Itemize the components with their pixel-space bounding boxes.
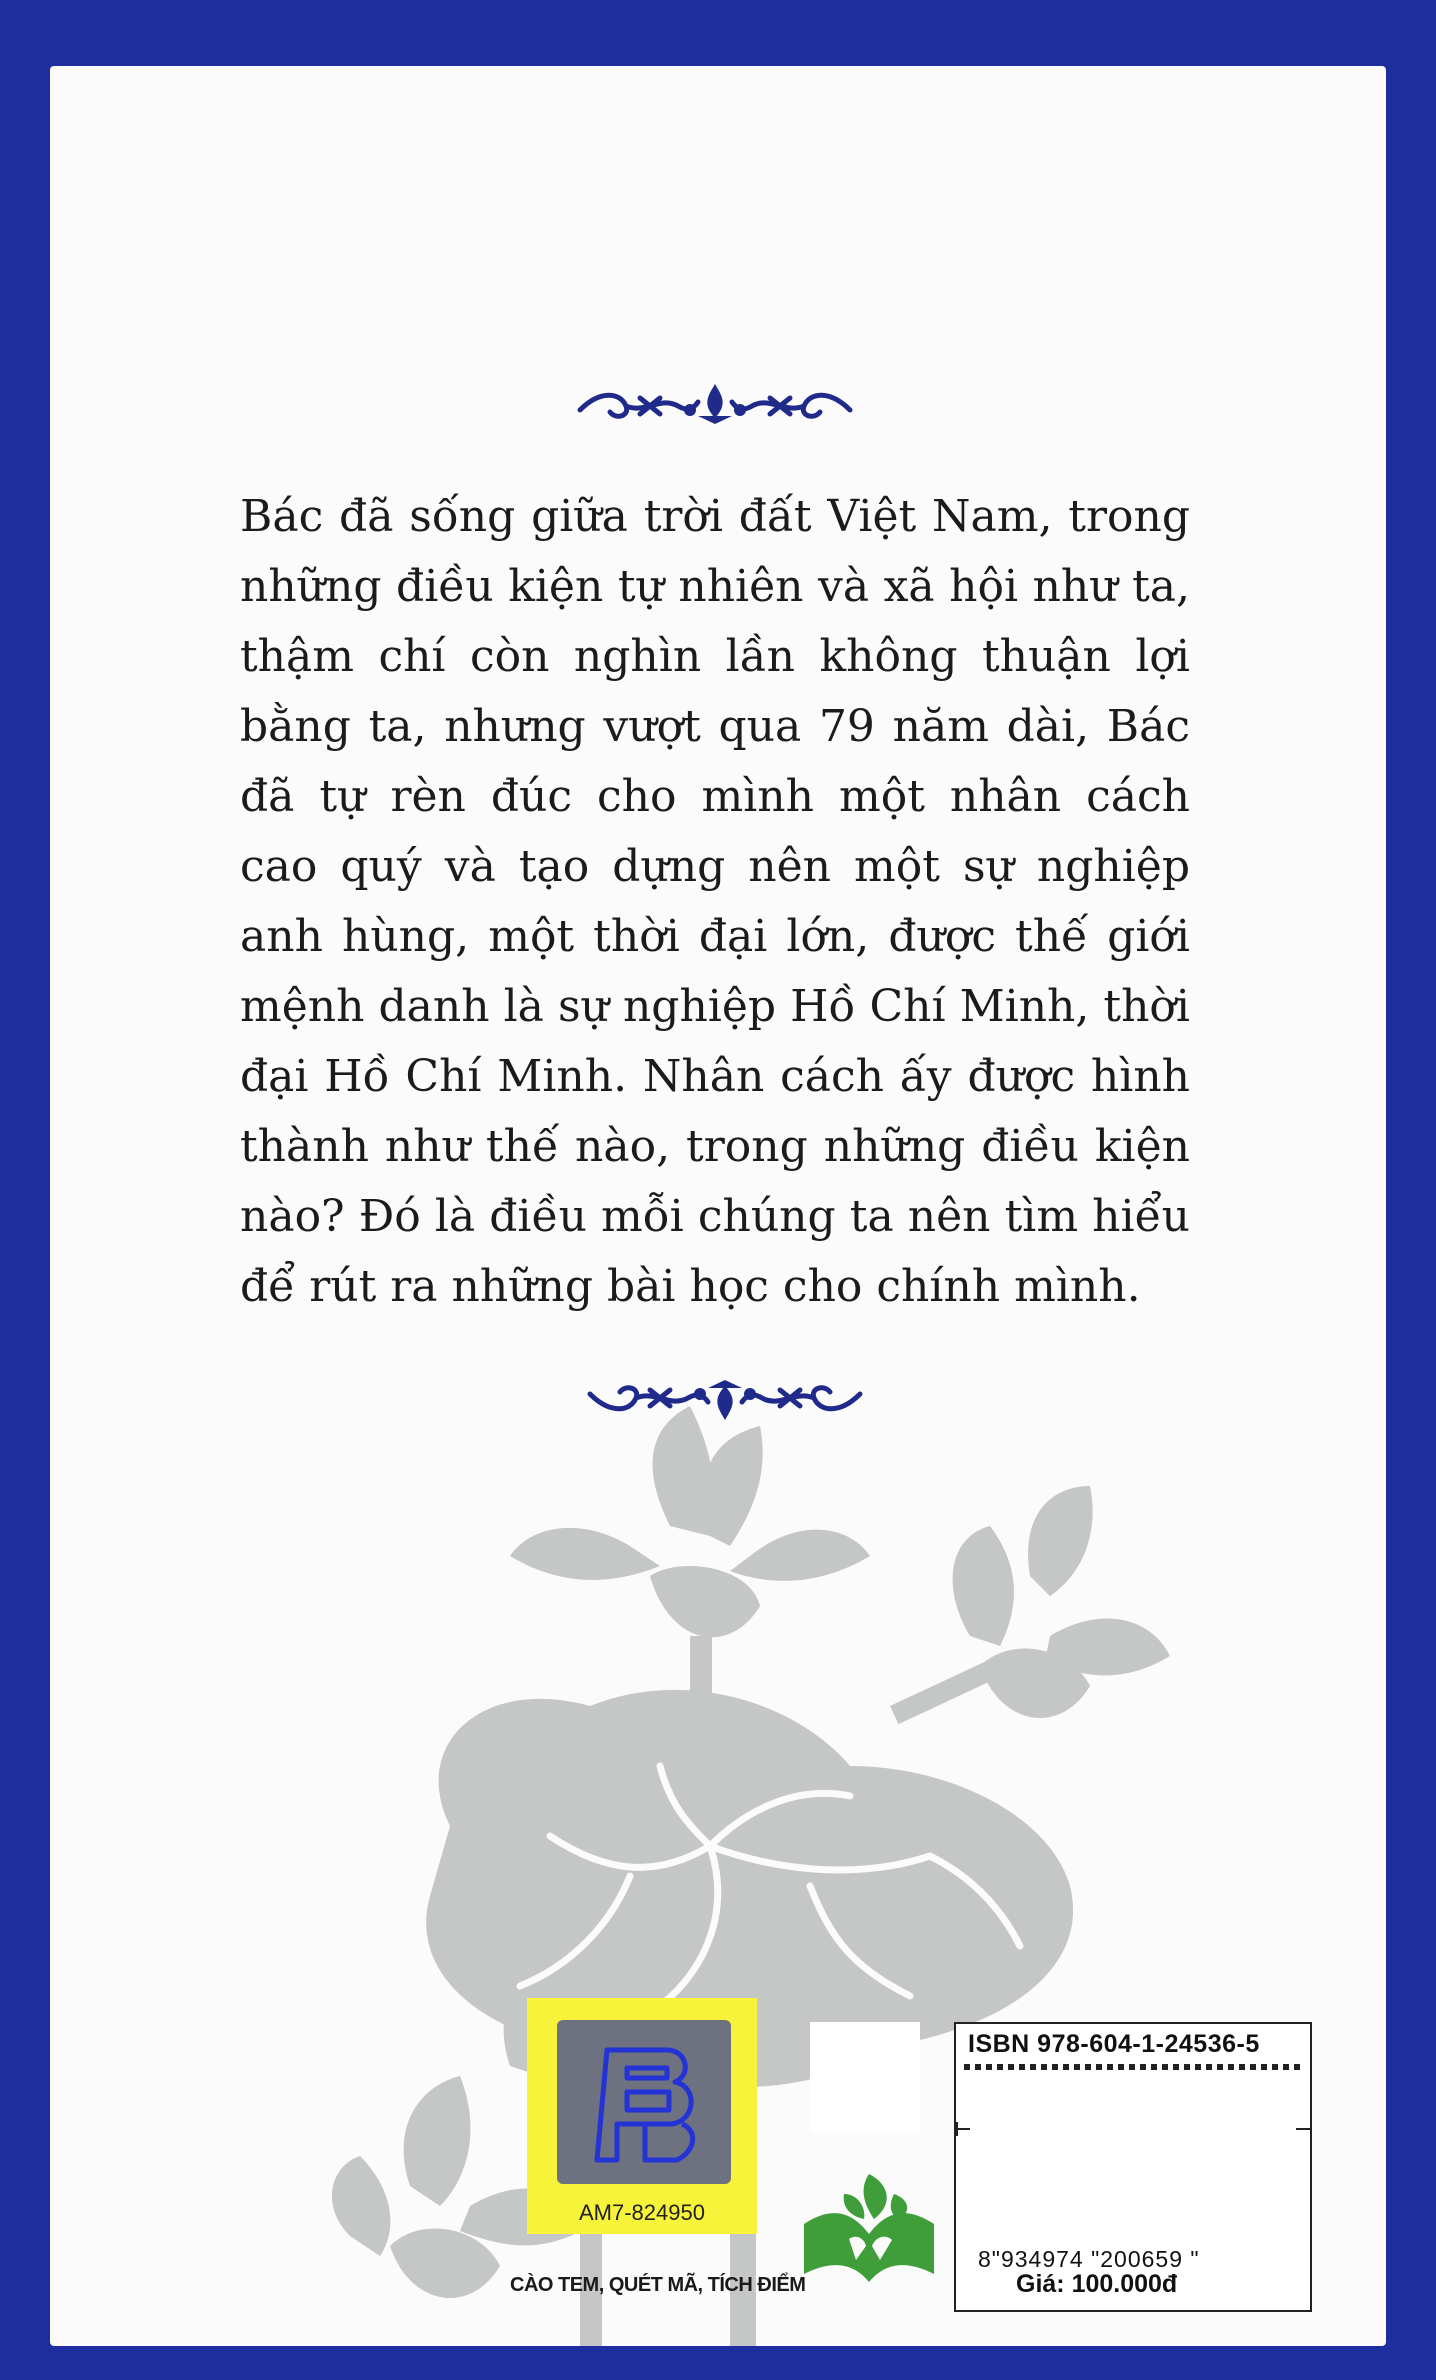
price-label: Giá: 100.000đ: [1016, 2270, 1178, 2298]
back-cover: [50, 66, 1386, 2346]
green-book-leaf-logo-icon: [794, 2164, 944, 2294]
top-ornament: [570, 370, 860, 430]
barcode-tick-left-vertical: [956, 2122, 958, 2136]
isbn-barcode-strip: [964, 2064, 1302, 2070]
barcode-box: [954, 2022, 1312, 2312]
scroll-ornament-icon: [570, 370, 860, 430]
barcode-tick-right: [1296, 2128, 1312, 2130]
ean-code: 8"934974 "200659 ": [978, 2246, 1200, 2272]
publisher-logo: [794, 2164, 944, 2298]
hologram-panel: [557, 2020, 731, 2184]
sticker-code: AM7-824950: [579, 2200, 705, 2225]
blurb-paragraph: Bác đã sống giữa trời đất Việt Nam, trong những điều kiện tự nhiên và xã hội như ta, thậm chí còn nghìn lần không thuận lợi bằng ta, nhưng vượt qua 79 năm dài, Bác đã tự rèn đúc cho mình một nhân cách cao quý và tạo dựng nên một sự nghiệp anh hùng, một thời đại lớn, được thế giới mệnh danh là sự nghiệp Hồ Chí Minh, thời đại Hồ Chí Minh. Nhân cách ấy được hình thành như thế nào, trong những điều kiện nào? Đó là điều mỗi chúng ta nên tìm hiểu để rút ra những bài học cho chính mình.: [240, 491, 1190, 1312]
scan-tagline: CÀO TEM, QUÉT MÃ, TÍCH ĐIỂM: [510, 2274, 806, 2296]
hologram-bt-logo-icon: [557, 2020, 731, 2184]
isbn-label: ISBN 978-604-1-24536-5: [968, 2030, 1260, 2058]
blank-label: [810, 2022, 920, 2132]
hologram-sticker: [527, 1998, 757, 2234]
